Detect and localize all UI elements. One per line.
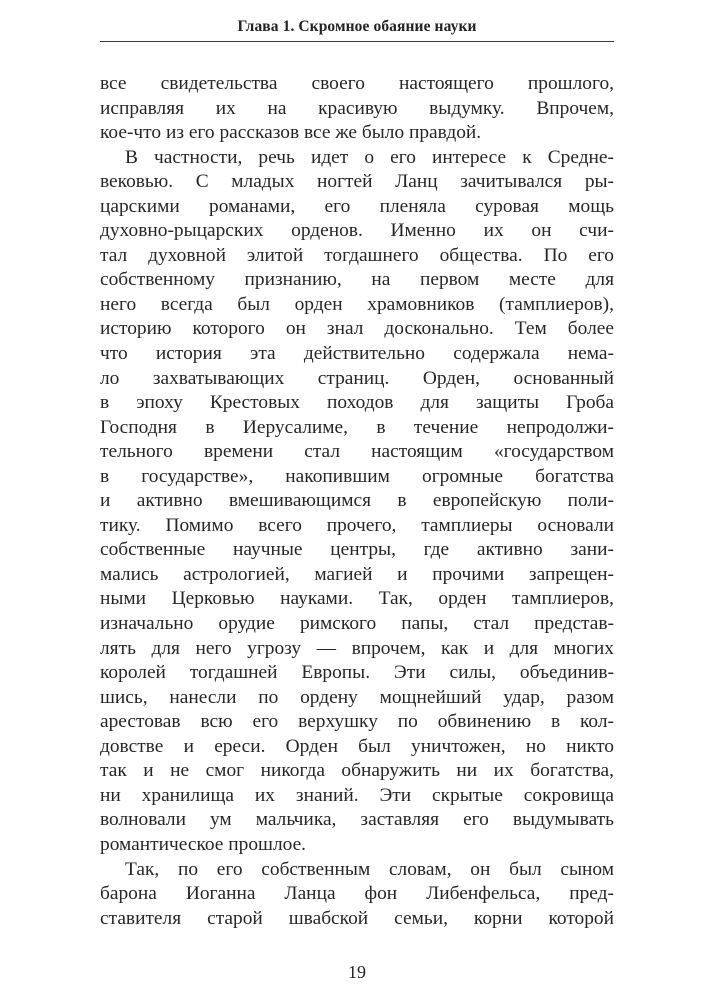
text-line: изначально орудие римского папы, стал представ- [100, 613, 614, 635]
text-line: волновали ум мальчика, заставляя его выдумывать [100, 809, 614, 831]
text-line: лять для него угрозу — впрочем, как и для многих [100, 637, 614, 659]
text-line: ставителя старой швабской семьи, корни которой [100, 907, 614, 929]
text-line: романтическое прошлое. [100, 833, 307, 855]
text-line: ными Церковью науками. Так, орден тамплиеров, [100, 588, 614, 610]
text-line: и активно вмешивающимся в европейскую поли- [100, 490, 614, 512]
book-page [100, 0, 614, 1000]
header-rule [100, 41, 614, 42]
text-line: мались астрологией, магией и прочими запрещен- [100, 563, 614, 585]
text-line: него всегда был орден храмовников (тамплиеров), [100, 293, 614, 315]
text-line: духовно-рыцарских орденов. Именно их он счи- [100, 220, 614, 242]
text-line: шись, нанесли по ордену мощнейший удар, разом [100, 686, 614, 708]
text-line: ни хранилища их знаний. Эти скрытые сокровища [100, 784, 614, 806]
paragraph-first-line: В частности, речь идет о его интересе к Средне- [125, 146, 614, 168]
page-number: 19 [348, 962, 366, 982]
text-line: в государстве», накопившим огромные богатства [100, 465, 614, 487]
text-line: так и не смог никогда обнаружить ни их богатства, [100, 760, 614, 782]
text-line: кое-что из его рассказов все же было правдой. [100, 122, 482, 144]
text-line: все свидетельства своего настоящего прошлого, [100, 73, 614, 94]
text-line: королей тогдашней Европы. Эти силы, объединив- [100, 662, 614, 684]
text-line: тал духовной элитой тогдашнего общества. По его [100, 244, 614, 266]
text-line: что история эта действительно содержала нема- [100, 343, 614, 365]
running-head: Глава 1. Скромное обаяние науки [237, 18, 477, 35]
text-line: довстве и ереси. Орден был уничтожен, но никто [100, 735, 614, 757]
text-line: тику. Помимо всего прочего, тамплиеры основали [100, 514, 614, 536]
text-line: в эпоху Крестовых походов для защиты Гроба [100, 392, 614, 414]
text-line: собственному признанию, на первом месте для [100, 269, 614, 291]
text-line: вековью. С младых ногтей Ланц зачитывался ры- [100, 171, 614, 193]
text-line: ло захватывающих страниц. Орден, основанный [100, 367, 614, 389]
paragraph-first-line: Так, по его собственным словам, он был сыном [125, 858, 614, 880]
text-line: историю которого он знал досконально. Тем более [100, 318, 614, 340]
text-line: арестовав всю его верхушку по обвинению в кол- [100, 711, 614, 733]
text-line: барона Иоганна Ланца фон Либенфельса, пред- [100, 883, 614, 905]
text-line: собственные научные центры, где активно зани- [100, 539, 614, 561]
text-line: исправляя их на красивую выдумку. Впрочем, [100, 97, 614, 119]
text-line: Господня в Иерусалиме, в течение непродолжи- [100, 416, 614, 438]
text-line: царскими романами, его пленяла суровая мощь [100, 195, 614, 217]
body-text [100, 72, 614, 931]
text-line: тельного времени стал настоящим «государством [100, 441, 614, 463]
